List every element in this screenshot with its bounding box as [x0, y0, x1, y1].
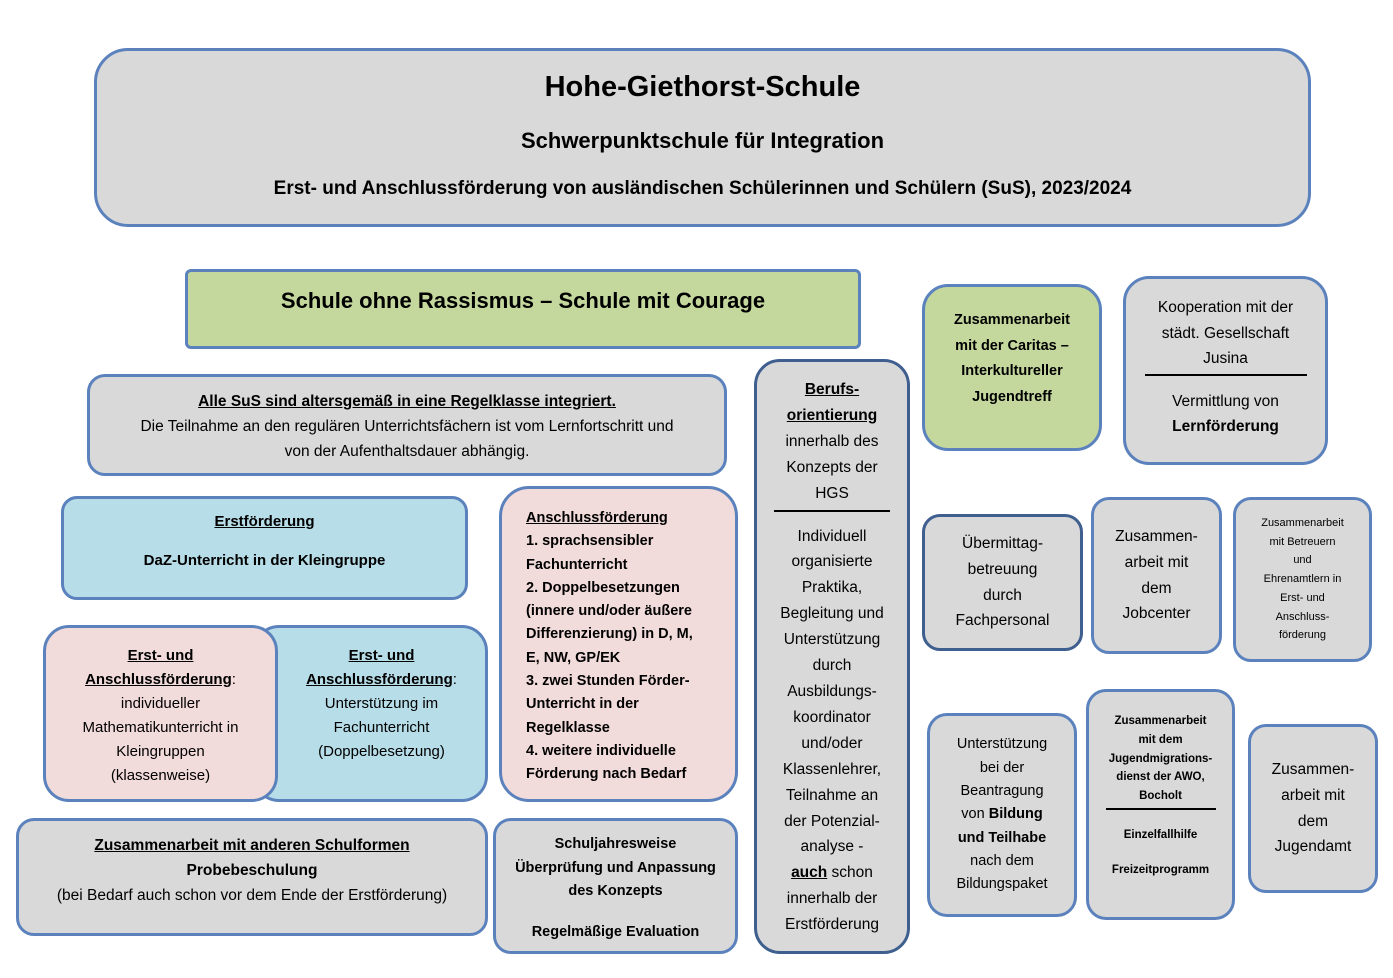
beruf-schon: schon	[827, 864, 873, 882]
school-program: Erst- und Anschlussförderung von ausländischen Schülerinnen und Schülern (SuS), 2023/2024	[273, 178, 1132, 199]
beruf-line: Ausbildungs-	[787, 682, 877, 700]
fach-heading-2: Anschlussförderung	[306, 671, 453, 688]
beruf-auch-line	[791, 860, 873, 886]
beruf-text-1: innerhalb des	[785, 432, 879, 450]
caritas-line-2: mit der Caritas –	[955, 337, 1069, 354]
mathe-heading-2-wrap	[85, 668, 236, 692]
schulformen-sub: Probebeschulung	[186, 862, 318, 879]
anschluss-line-2: Fachunterricht	[526, 556, 628, 573]
fach-colon: :	[452, 671, 457, 688]
beruf-heading-1: Berufs-	[804, 381, 860, 398]
schulformen-box	[16, 818, 488, 936]
anschluss-line-6: E, NW, GP/EK	[526, 649, 621, 666]
caritas-line-1: Zusammenarbeit	[953, 312, 1071, 328]
awo-line-5: Bocholt	[1139, 790, 1182, 803]
ehrenamt-line: Zusammenarbeit	[1261, 516, 1344, 529]
jobcenter-line-2: arbeit mit	[1124, 553, 1189, 571]
anschluss-line-4: (innere und/oder äußere	[526, 603, 692, 620]
mathe-line-2: Mathematikunterricht in	[82, 719, 239, 736]
fachunterricht-box	[253, 625, 488, 802]
beruf-line: der Potenzial-	[784, 812, 880, 830]
courage-box	[185, 269, 861, 349]
ehrenamt-lines	[1261, 514, 1344, 646]
jusina-box	[1123, 276, 1328, 465]
caritas-box	[922, 284, 1102, 451]
mathe-line-3: Kleingruppen	[116, 743, 205, 760]
ehrenamt-line: Anschluss-	[1275, 610, 1330, 623]
caritas-line-4: Jugendtreff	[972, 388, 1052, 405]
bildung-line-7: Bildungspaket	[956, 876, 1048, 893]
anschluss-line-7: 3. zwei Stunden Förder-	[526, 673, 690, 690]
uebermittag-line-4: Fachpersonal	[955, 612, 1050, 630]
erstfoerderung-text: DaZ-Unterricht in der Kleingruppe	[143, 552, 386, 569]
bildung-line-4	[961, 803, 1042, 826]
erstfoerderung-heading: Erstförderung	[214, 513, 315, 530]
bildung-line-4a: von	[961, 806, 989, 823]
awo-line-4: dienst der AWO,	[1116, 771, 1205, 784]
ehrenamt-line: förderung	[1278, 629, 1327, 642]
jusina-line-1: Kooperation mit der	[1157, 299, 1294, 316]
anschluss-heading: Anschlussförderung	[526, 510, 668, 526]
ehrenamt-box	[1233, 497, 1372, 662]
regelklasse-heading: Alle SuS sind altersgemäß in eine Regelklasse integriert.	[198, 393, 616, 410]
ehrenamt-line: mit Betreuern	[1269, 535, 1336, 548]
anschluss-line-9: Regelklasse	[526, 719, 610, 736]
fach-line-2: Fachunterricht	[333, 719, 430, 736]
awo-box	[1086, 689, 1235, 920]
beruf-text-2: Konzepts der	[786, 458, 878, 476]
beruf-end-2: Erstförderung	[785, 916, 879, 934]
anschluss-line-3: 2. Doppelbesetzungen	[526, 579, 680, 596]
mathe-heading-2: Anschlussförderung	[85, 671, 232, 688]
anschluss-box	[499, 486, 738, 802]
mathe-line-1: individueller	[120, 695, 201, 712]
anschluss-line-10: 4. weitere individuelle	[526, 742, 676, 759]
anschluss-line-1: 1. sprachsensibler	[526, 533, 654, 550]
caritas-line-3: Interkultureller	[961, 363, 1063, 379]
fach-heading-2-wrap	[306, 668, 457, 692]
beruf-line: analyse -	[800, 838, 864, 856]
ehrenamt-line: und	[1293, 554, 1312, 567]
beruf-line: Teilnahme an	[785, 786, 879, 804]
jugendamt-line-2: arbeit mit	[1281, 786, 1345, 804]
beruf-line: Begleitung und	[780, 605, 884, 623]
jugendamt-box	[1248, 724, 1378, 893]
bildung-line-5: und Teilhabe	[957, 829, 1047, 846]
beruf-line: Unterstützung	[783, 631, 881, 649]
bildung-line-3: Beantragung	[960, 783, 1044, 800]
courage-label: Schule ohne Rassismus – Schule mit Courage	[280, 288, 766, 313]
anschluss-line-5: Differenzierung) in D, M,	[526, 626, 693, 643]
evaluation-line-1: Schuljahresweise	[554, 836, 677, 852]
evaluation-line-4: Regelmäßige Evaluation	[531, 923, 700, 940]
jobcenter-line-1: Zusammen-	[1115, 527, 1198, 545]
beruf-line: durch	[812, 657, 852, 675]
awo-line-6: Einzelfallhilfe	[1123, 828, 1198, 841]
anschluss-line-8: Unterricht in der	[526, 696, 639, 713]
jusina-divider	[1145, 374, 1307, 376]
beruf-heading-2: orientierung	[786, 406, 878, 424]
uebermittag-line-1: Übermittag-	[962, 534, 1043, 552]
awo-line-2: mit dem	[1138, 733, 1183, 746]
beruf-line: koordinator	[793, 708, 871, 726]
regelklasse-box	[87, 374, 727, 476]
mathe-colon: :	[231, 671, 236, 688]
bildung-line-4b: Bildung	[988, 806, 1043, 823]
awo-line-1: Zusammenarbeit	[1114, 715, 1207, 727]
beruf-line: Klassenlehrer,	[782, 760, 882, 778]
mathe-line-4: (klassenweise)	[110, 767, 211, 784]
jusina-line-2: städt. Gesellschaft	[1161, 324, 1290, 342]
uebermittag-line-3: durch	[983, 586, 1022, 604]
awo-line-3: Jugendmigrations-	[1108, 752, 1213, 765]
header-box	[94, 48, 1311, 227]
erstfoerderung-box	[61, 496, 468, 600]
regelklasse-text-2: von der Aufenthaltsdauer abhängig.	[284, 443, 530, 460]
school-title: Hohe-Giethorst-Schule	[544, 71, 861, 103]
uebermittag-box	[922, 514, 1083, 651]
fach-line-3: (Doppelbesetzung)	[318, 743, 445, 760]
evaluation-box	[493, 818, 738, 954]
bildung-line-6: nach dem	[970, 852, 1034, 869]
evaluation-line-2: Überprüfung und Anpassung	[515, 859, 716, 876]
schulformen-text: (bei Bedarf auch schon vor dem Ende der Erstförderung)	[56, 887, 448, 904]
fach-line-1: Unterstützung im	[324, 695, 439, 712]
regelklasse-text-1: Die Teilnahme an den regulären Unterrichtsfächern ist vom Lernfortschritt und	[140, 418, 674, 435]
mathe-box	[43, 625, 278, 802]
beruf-lines	[780, 524, 883, 861]
fach-heading-1: Erst- und	[348, 647, 415, 664]
jobcenter-line-4: Jobcenter	[1122, 605, 1191, 623]
beruf-line: Individuell	[797, 527, 867, 545]
ehrenamt-line: Erst- und	[1280, 591, 1325, 604]
awo-divider	[1106, 808, 1216, 810]
beruf-line: Praktika,	[801, 579, 863, 597]
jugendamt-line-3: dem	[1297, 812, 1329, 830]
school-subtitle: Schwerpunktschule für Integration	[520, 128, 885, 153]
jusina-line-5: Lernförderung	[1172, 418, 1279, 435]
jobcenter-box	[1091, 497, 1222, 654]
jugendamt-line-4: Jugendamt	[1274, 838, 1352, 856]
schulformen-heading: Zusammenarbeit mit anderen Schulformen	[94, 837, 410, 854]
beruf-divider	[774, 510, 890, 512]
jusina-line-4: Vermittlung von	[1172, 392, 1279, 410]
beruf-text-3: HGS	[815, 484, 849, 502]
bildung-line-1: Unterstützung	[956, 736, 1048, 753]
awo-line-7: Freizeitprogramm	[1111, 863, 1210, 876]
beruf-line: organisierte	[791, 553, 873, 571]
berufsorientierung-box	[754, 359, 910, 954]
mathe-heading-1: Erst- und	[127, 647, 194, 664]
uebermittag-line-2: betreuung	[967, 560, 1038, 578]
bildung-box	[927, 713, 1077, 917]
beruf-end-1: innerhalb der	[786, 890, 878, 908]
beruf-auch: auch	[791, 864, 828, 882]
evaluation-line-3: des Konzepts	[568, 883, 663, 899]
jusina-line-3: Jusina	[1203, 350, 1248, 367]
jobcenter-line-3: dem	[1141, 579, 1172, 597]
anschluss-line-11: Förderung nach Bedarf	[526, 766, 687, 783]
jugendamt-line-1: Zusammen-	[1271, 760, 1355, 778]
bildung-line-2: bei der	[979, 759, 1025, 776]
ehrenamt-line: Ehrenamtlern in	[1263, 573, 1342, 586]
beruf-line: und/oder	[801, 734, 863, 752]
